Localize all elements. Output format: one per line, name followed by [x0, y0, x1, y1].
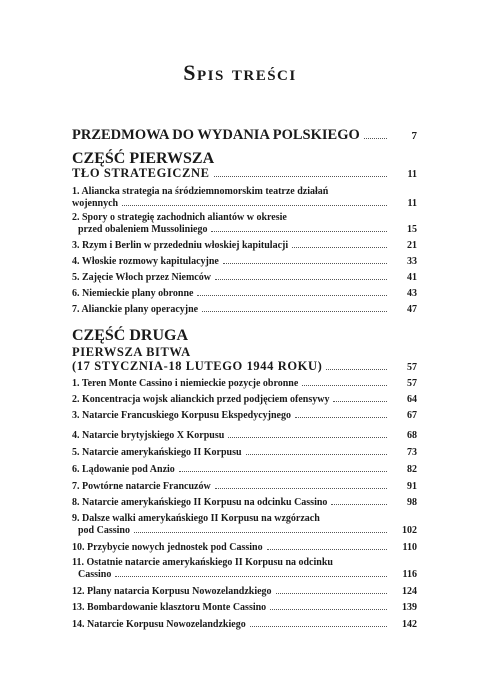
dot-leader: [246, 454, 387, 455]
entry-label: 5. Natarcie amerykańskiego II Korpusu: [72, 447, 242, 458]
toc-entry[interactable]: [72, 288, 417, 300]
toc-entry[interactable]: [72, 410, 417, 422]
entry-page: 15: [407, 224, 417, 235]
entry-page: 43: [407, 288, 417, 299]
dot-leader: [202, 311, 387, 312]
toc-entry[interactable]: [72, 240, 417, 252]
entry-label: 4. Włoskie rozmowy kapitulacyjne: [72, 256, 219, 267]
entry-label: pod Cassino: [78, 525, 130, 536]
dot-leader: [326, 369, 387, 370]
entry-page: 98: [407, 497, 417, 508]
toc-entry[interactable]: [72, 272, 417, 284]
dot-leader: [211, 231, 387, 232]
toc-entry[interactable]: [72, 256, 417, 268]
entry-label: 14. Natarcie Korpusu Nowozelandzkiego: [72, 619, 246, 630]
toc-entry[interactable]: [72, 602, 417, 614]
dot-leader: [292, 247, 387, 248]
dot-leader: [197, 295, 387, 296]
entry-page: 139: [402, 602, 417, 613]
entry-page: 68: [407, 430, 417, 441]
entry-page: 142: [402, 619, 417, 630]
dot-leader: [134, 532, 387, 533]
entry-page: 73: [407, 447, 417, 458]
dot-leader: [364, 138, 387, 139]
entry-label: 6. Lądowanie pod Anzio: [72, 464, 175, 475]
dot-leader: [331, 504, 387, 505]
toc-entry[interactable]: [72, 224, 417, 236]
entry-page: 41: [407, 272, 417, 283]
dot-leader: [179, 471, 387, 472]
entry-page: 124: [402, 586, 417, 597]
entry-page: 7: [411, 130, 417, 142]
dot-leader: [250, 626, 387, 627]
toc-entry-line1[interactable]: 9. Dalsze walki amerykańskiego II Korpusu na wzgórzach: [72, 513, 320, 524]
entry-page: 47: [407, 304, 417, 315]
toc-entry[interactable]: [72, 542, 417, 554]
entry-page: 11: [407, 169, 417, 180]
dot-leader: [215, 279, 387, 280]
entry-page: 57: [407, 362, 417, 373]
entry-page: 82: [407, 464, 417, 475]
toc-entry[interactable]: [72, 198, 417, 210]
toc-entry[interactable]: [72, 394, 417, 406]
entry-page: 91: [407, 481, 417, 492]
toc-entry[interactable]: [72, 481, 417, 493]
toc-entry[interactable]: [72, 378, 417, 390]
entry-page: 21: [407, 240, 417, 251]
page-title: Spis treści: [183, 60, 297, 85]
dot-leader: [122, 205, 387, 206]
part-subtitle: PIERWSZA BITWA: [72, 345, 191, 359]
part-subtitle-row[interactable]: [72, 167, 417, 181]
entry-page: 67: [407, 410, 417, 421]
dot-leader: [333, 401, 387, 402]
entry-page: 11: [407, 198, 417, 209]
toc-entry[interactable]: [72, 497, 417, 509]
part-subtitle: TŁO STRATEGICZNE: [72, 166, 210, 180]
dot-leader: [215, 488, 387, 489]
entry-page: 102: [402, 525, 417, 536]
entry-label: 5. Zajęcie Włoch przez Niemców: [72, 272, 211, 283]
toc-entry-line1[interactable]: 1. Aliancka strategia na śródziemnomorskim teatrze działań: [72, 186, 329, 197]
toc-entry[interactable]: [72, 464, 417, 476]
entry-label: 3. Rzym i Berlin w przededniu włoskiej kapitulacji: [72, 240, 289, 251]
dot-leader: [214, 176, 387, 177]
entry-label: 7. Powtórne natarcie Francuzów: [72, 481, 211, 492]
dot-leader: [295, 417, 387, 418]
entry-label: 1. Teren Monte Cassino i niemieckie pozycje obronne: [72, 378, 299, 389]
entry-page: 57: [407, 378, 417, 389]
toc-entry[interactable]: [72, 569, 417, 581]
entry-label: 7. Alianckie plany operacyjne: [72, 304, 199, 315]
entry-label: Cassino: [78, 569, 112, 580]
dot-leader: [115, 576, 387, 577]
part-subtitle-row[interactable]: [72, 360, 417, 374]
dot-leader: [270, 609, 387, 610]
entry-page: 64: [407, 394, 417, 405]
entry-label: 13. Bombardowanie klasztoru Monte Cassino: [72, 602, 267, 613]
part-heading: CZĘŚĆ PIERWSZA: [72, 150, 215, 167]
entry-page: 110: [402, 542, 417, 553]
part-subtitle: (17 STYCZNIA-18 LUTEGO 1944 ROKU): [72, 359, 323, 373]
entry-label: 4. Natarcie brytyjskiego X Korpusu: [72, 430, 225, 441]
dot-leader: [223, 263, 387, 264]
entry-label: 8. Natarcie amerykańskiego II Korpusu na odcinku Cassino: [72, 497, 328, 508]
entry-label: PRZEDMOWA DO WYDANIA POLSKIEGO: [72, 127, 360, 143]
part-heading: CZĘŚĆ DRUGA: [72, 327, 189, 344]
toc-entry-preface[interactable]: [72, 127, 417, 144]
entry-label: 12. Plany natarcia Korpusu Nowozelandzkiego: [72, 586, 272, 597]
dot-leader: [276, 593, 387, 594]
dot-leader: [267, 549, 387, 550]
entry-label: 2. Koncentracja wojsk alianckich przed podjęciem ofensywy: [72, 394, 330, 405]
entry-label: 10. Przybycie nowych jednostek pod Cassino: [72, 542, 263, 553]
toc-entry[interactable]: [72, 447, 417, 459]
toc-entry[interactable]: [72, 525, 417, 537]
entry-label: przed obaleniem Mussoliniego: [78, 224, 208, 235]
toc-entry[interactable]: [72, 430, 417, 442]
entry-label: 3. Natarcie Francuskiego Korpusu Ekspedycyjnego: [72, 410, 291, 421]
toc-entry[interactable]: [72, 619, 417, 631]
entry-page: 33: [407, 256, 417, 267]
toc-entry[interactable]: [72, 586, 417, 598]
dot-leader: [302, 385, 387, 386]
toc-entry-line1[interactable]: 11. Ostatnie natarcie amerykańskiego II Korpusu na odcinku: [72, 557, 333, 568]
entry-page: 116: [402, 569, 417, 580]
dot-leader: [228, 437, 387, 438]
toc-entry-line1[interactable]: 2. Spory o strategię zachodnich aliantów w okresie: [72, 212, 287, 223]
entry-label: wojennych: [72, 198, 119, 209]
entry-label: 6. Niemieckie plany obronne: [72, 288, 194, 299]
toc-entry[interactable]: [72, 304, 417, 316]
